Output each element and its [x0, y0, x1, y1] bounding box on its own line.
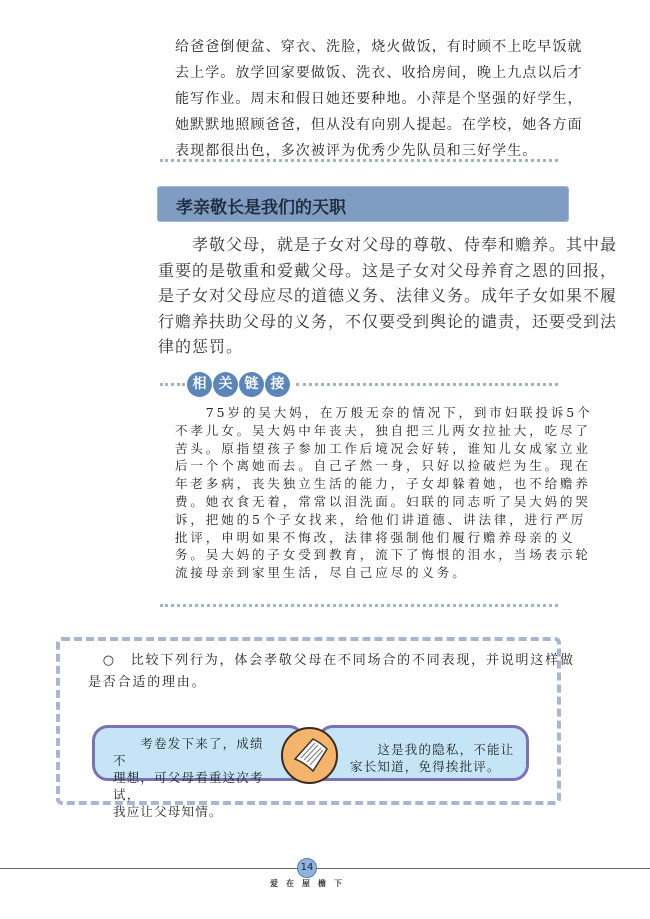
dotted-divider	[160, 159, 558, 162]
dotted-divider	[160, 604, 558, 607]
text-line: 给爸爸倒便盆、穿衣、洗脸，烧火做饭，有时顾不上吃早饭就	[175, 39, 583, 55]
text-line: 是否合适的理由。	[88, 675, 207, 690]
text-line: 行赡养扶助父母的义务，不仅要受到舆论的谴责，还要受到法	[158, 311, 618, 331]
text-line: 表现都很出色，多次被评为优秀少先队员和三好学生。	[175, 143, 538, 159]
text-line: 诉，把她的5个子女找来，给他们讲道德、讲法律，进行严厉	[175, 511, 587, 527]
related-badge-char: 关	[213, 372, 238, 397]
dotted-divider	[296, 383, 558, 386]
section-paragraph	[158, 232, 618, 360]
text-line: 考卷发下来了，成绩不	[113, 736, 264, 768]
related-paragraph	[175, 404, 593, 582]
text-line: 家长知道，免得挨批评。	[350, 759, 501, 774]
text-line: 是子女对父母应尽的道德义务、法律义务。成年子女如果不履	[158, 286, 618, 306]
text-line: 流接母亲到家里生活，尽自己应尽的义务。	[175, 565, 468, 581]
right-speech-bubble	[317, 725, 529, 781]
text-line: 孝敬父母，就是子女对父母的尊敬、侍奉和赡养。其中最	[158, 235, 618, 254]
text-line: 她默默地照顾爸爸，但从没有向别人提起。在学校，她各方面	[175, 117, 583, 133]
book-title: 爱在屋檐下	[270, 878, 350, 888]
dotted-divider	[160, 383, 185, 386]
text-line: 后一个个离她而去。自己孑然一身，只好以捡破烂为生。现在	[175, 458, 591, 474]
text-line: 苦头。原指望孩子参加工作后境况会好转，谁知儿女成家立业	[175, 440, 591, 456]
text-line: 不孝儿女。吴大妈中年丧夫，独自把三儿两女拉扯大，吃尽了	[175, 422, 591, 438]
text-line: 我应让父母知情。	[113, 804, 223, 819]
left-speech-bubble	[92, 725, 305, 819]
text-line: 费。她衣食无着，常常以泪洗面。妇联的同志听了吴大妈的哭	[175, 493, 591, 509]
text-line: 去上学。放学回家要做饭、洗衣、收拾房间，晚上九点以后才	[175, 65, 583, 81]
document-icon	[281, 727, 338, 784]
section-header	[158, 187, 568, 221]
text-line: 能写作业。周末和假日她还要种地。小萍是个坚强的好学生，	[175, 91, 583, 107]
section-title: 孝亲敬长是我们的天职	[176, 198, 346, 218]
related-badge-char: 链	[239, 372, 264, 397]
related-badge-char: 相	[187, 372, 212, 397]
text-line: 75岁的吴大妈，在万般无奈的情况下，到市妇联投诉5个	[175, 405, 593, 420]
footer-line	[0, 868, 650, 869]
text-line: 批评，申明如果不悔改，法律将强制他们履行赡养母亲的义	[175, 529, 576, 545]
text-line: 这是我的隐私，不能让	[350, 742, 515, 757]
text-line: 重要的是敬重和爱戴父母。这是子女对父母养育之恩的回报，	[158, 260, 618, 280]
page-number: 14	[297, 858, 317, 878]
story-end-paragraph	[175, 34, 583, 164]
text-line: 理想，可父母看重这次考试，	[113, 770, 264, 802]
text-line: 务。吴大妈的子女受到教育，流下了悔恨的泪水，当场表示轮	[175, 547, 591, 563]
text-line: 律的惩罚。	[158, 337, 244, 357]
related-badge-char: 接	[265, 372, 290, 397]
text-line: 年老多病，丧失独立生活的能力，子女却躲着她，也不给赡养	[175, 476, 591, 492]
text-line: ○ 比较下列行为，体会孝敬父母在不同场合的不同表现，并说明这样做	[88, 653, 575, 668]
activity-question	[88, 650, 575, 694]
